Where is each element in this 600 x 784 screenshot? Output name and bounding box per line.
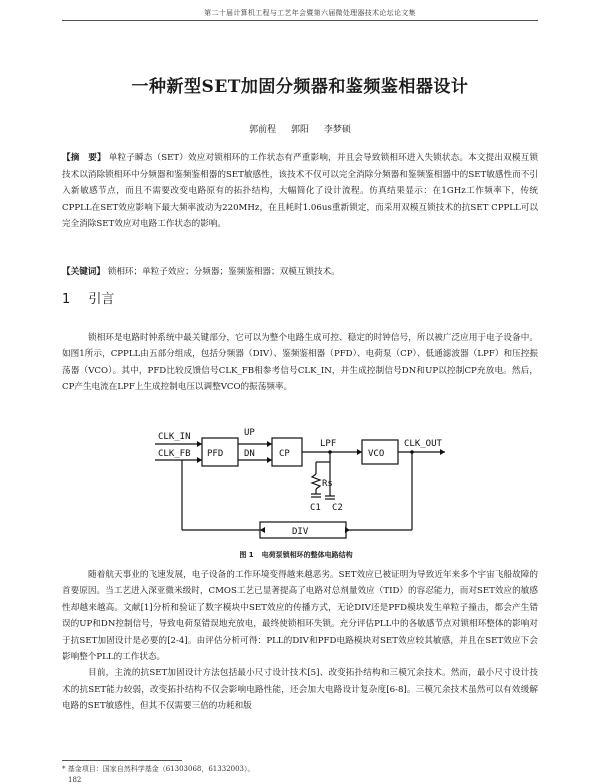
body-paragraph <box>62 567 538 715</box>
author-name: 李梦硕 <box>323 125 351 135</box>
paragraph-text: 目前，主流的抗SET加固设计方法包括最小尺寸设计技术[5]、改变拓扑结构和三模冗余技术。然而，最小尺寸设计技术的抗SET能力较弱，改变拓扑结构不仅会影响电路性能，还会加大电路设计复杂度[6-8]。三模冗余技术虽然可以有效缓解电路的SET敏感性，但其不仅需要三倍的功耗和版 <box>62 668 538 712</box>
body-paragraph <box>62 330 538 396</box>
section-heading <box>62 288 128 307</box>
author-name: 郭阳 <box>290 125 309 135</box>
up-label: UP <box>244 428 255 438</box>
dn-label: DN <box>244 449 255 459</box>
c2-label: C2 <box>332 503 343 513</box>
abstract <box>62 150 538 233</box>
c1-label: C1 <box>310 503 321 513</box>
header-rule <box>62 20 538 21</box>
author-name: 郭前程 <box>249 125 277 135</box>
pfd-label: PFD <box>207 449 224 459</box>
lpf-label: LPF <box>320 439 337 449</box>
author-list <box>60 122 540 135</box>
section-number: 1 <box>62 292 71 307</box>
div-label: DIV <box>292 527 309 537</box>
paragraph-text: 锁相环是电路时钟系统中最关键部分，它可以为整个电路生成可控、稳定的时钟信号，所以被广泛应用于电子设备中。如图1所示，CPPLL由五部分组成，包括分频器（DIV）、鉴频鉴相器（PFD）、电荷泵（CP）、低通滤波器（LPF）和压控振荡器（VCO）。其中，PFD比较反馈信号CLK_FB相参考信号CLK_IN，并生成控制信号DN和UP以控制CP充放电。然后，CP产生电流在LPF上生成控制电压以调整VCO的振荡频率。 <box>62 333 538 393</box>
rs-label: Rs <box>322 479 333 489</box>
pll-block-diagram <box>150 424 450 547</box>
clk-out-label: CLK_OUT <box>404 439 442 449</box>
clk-fb-label: CLK_FB <box>158 449 191 459</box>
abstract-label: 【摘 要】 <box>62 153 106 163</box>
page-number: 182 <box>68 776 82 784</box>
caption-number: 图 1 <box>239 551 254 559</box>
abstract-text: 单粒子瞬态（SET）效应对锁相环的工作状态有严重影响，并且会导致锁相环进入失锁状态。本文提出双模互锁技术以消除锁相环中分频器和鉴频鉴相器的SET敏感性，该技术不仅可以完全消除分频器和鉴频鉴相器中的SET敏感性而不引入新敏感节点，而且不需要改变电路原有的拓扑结构，大幅简化了设计流程。仿真结果显示：在1GHz工作频率下，传统CPPLL在SET效应影响下最大频率波动为220MHz，在且耗时1.06us重新锁定，而采用双模互锁技术的抗SET CPPLL可以完全消除SET效应对电路工作状态的影响。 <box>62 153 538 230</box>
figure-caption <box>60 550 540 560</box>
vco-label: VCO <box>368 449 385 459</box>
cp-label: CP <box>279 449 290 459</box>
running-header: 第二十届计算机工程与工艺年会暨第六届微处理器技术论坛论文集 <box>204 9 416 17</box>
caption-text: 电荷泵锁相环的整体电路结构 <box>261 551 353 559</box>
paragraph-text: 随着航天事业的飞速发展，电子设备的工作环境变得越来越恶劣。SET效应已被证明为导致近年来多个宇宙飞船故障的首要原因。当工艺进入深亚微米级时，CMOS工艺已显著提高了电路对总剂量效应（TID）的容忍能力，而对SET效应的敏感性却越来越高。文献[1]分析和验证了数字模块中SET效应的传播方式，无论DIV还是PFD模块发生单粒子撞击，都会产生错误的UP和DN控制信号，导致电荷泵错误地充放电，最终使锁相环失锁。充分评估PLL中的各敏感节点对锁相环整体的影响对于抗SET加固设计是必要的[2-4]。由评估分析可得：PLL的DIV和PFD电路模块对SET效应较其敏感，并且在SET效应下会影响整个PLL的工作状态。 <box>62 570 538 663</box>
section-title: 引言 <box>88 292 115 307</box>
footnote-rule <box>62 760 182 761</box>
keywords-label: 【关键词】 <box>62 267 105 277</box>
keywords <box>62 265 538 280</box>
keywords-text: 锁相环；单粒子效应；分频器；鉴频鉴相器；双模互锁技术。 <box>107 267 340 277</box>
footnote: * 基金项目：国家自然科学基金（61303068，61332003）。 <box>62 765 255 773</box>
clk-in-label: CLK_IN <box>158 432 191 442</box>
rs-resistor <box>312 474 320 489</box>
paper-title: 一种新型SET加固分频器和鉴频鉴相器设计 <box>131 77 469 97</box>
